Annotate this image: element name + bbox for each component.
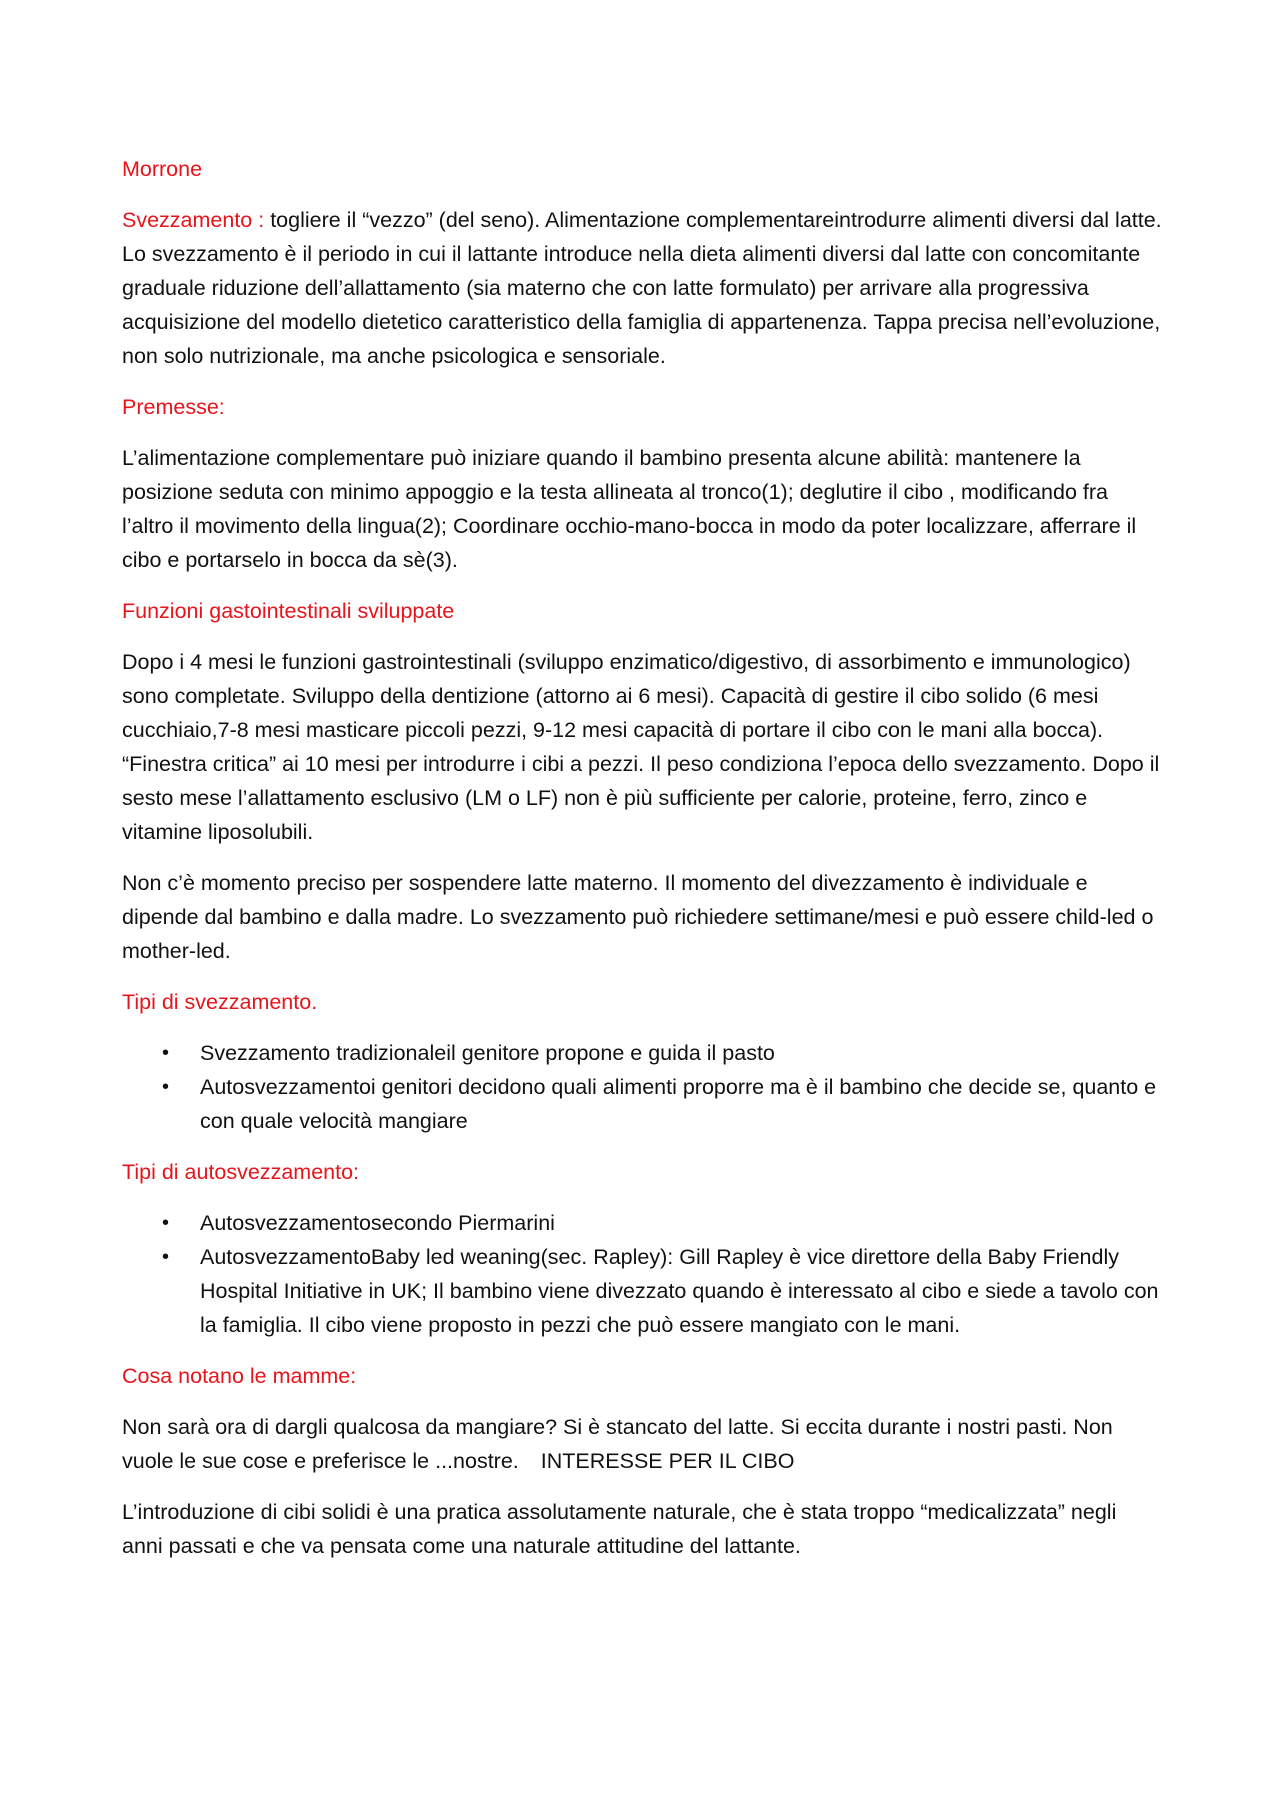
list-item — [122, 1070, 1162, 1138]
list-item-text: AutosvezzamentoBaby led weaning(sec. Rapley): Gill Rapley è vice direttore della Baby Friendly Hospital Initiative in UK; Il bambino viene divezzato quando è interessato al cibo e siede a tavolo con la famiglia. Il cibo viene proposto in pezzi che può essere mangiato con le mani. — [200, 1245, 1159, 1337]
list-item-text: Svezzamento tradizionaleil genitore propone e guida il pasto — [200, 1041, 775, 1065]
premesse-paragraph: L’alimentazione complementare può iniziare quando il bambino presenta alcune abilità: mantenere la posizione seduta con minimo appoggio e la testa allineata al tronco(1); deglutire il cibo , modificando fra l’altro il movimento della lingua(2); Coordinare occhio-mano-bocca in modo da poter localizzare, afferrare il cibo e portarselo in bocca da sè(3). — [122, 446, 1137, 572]
bullet-icon: • — [162, 1246, 170, 1268]
funzioni-paragraph-2: Non c’è momento preciso per sospendere latte materno. Il momento del divezzamento è individuale e dipende dal bambino e dalla madre. Lo svezzamento può richiedere settimane/mesi e può essere child-led o mother-led. — [122, 871, 1154, 963]
list-item — [122, 1206, 1162, 1240]
document-title: Morrone — [122, 157, 203, 181]
list-item-text: Autosvezzamentoi genitori decidono quali alimenti proporre ma è il bambino che decide se, quanto e con quale velocità mangiare — [200, 1075, 1157, 1133]
funzioni-paragraph-1: Dopo i 4 mesi le funzioni gastrointestinali (sviluppo enzimatico/digestivo, di assorbimento e immunologico) sono completate. Sviluppo della dentizione (attorno ai 6 mesi). Capacità di gestire il cibo solido (6 mesi cucchiaio,7-8 mesi masticare piccoli pezzi, 9-12 mesi capacità di portare il cibo con le mani alla bocca). “Finestra critica” ai 10 mesi per introdurre i cibi a pezzi. Il peso condiziona l’epoca dello svezzamento. Dopo il sesto mese l’allattamento esclusivo (LM o LF) non è più sufficiente per calorie, proteine, ferro, zinco e vitamine liposolubili. — [122, 650, 1160, 844]
tipi-autosvezzamento-heading: Tipi di autosvezzamento: — [122, 1160, 360, 1184]
mamme-text: Non sarà ora di dargli qualcosa da mangiare? Si è stancato del latte. Si eccita durante i nostri pasti. Non vuole le sue cose e preferisce le ...nostre. — [122, 1415, 1113, 1473]
tipi-svezzamento-list — [122, 1036, 1162, 1138]
tipi-svezzamento-heading: Tipi di svezzamento. — [122, 990, 318, 1014]
bullet-icon: • — [162, 1212, 170, 1234]
funzioni-heading: Funzioni gastointestinali sviluppate — [122, 599, 455, 623]
intro-text: togliere il “vezzo” (del seno). Alimentazione complementareintrodurre alimenti diversi dal latte. Lo svezzamento è il periodo in cui il lattante introduce nella dieta alimenti diversi dal latte con concomitante graduale riduzione dell’allattamento (sia materno che con latte formulato) per arrivare alla progressiva acquisizione del modello dietetico caratteristico della famiglia di appartenenza. Tappa precisa nell’evoluzione, non solo nutrizionale, ma anche psicologica e sensoriale. — [122, 208, 1162, 368]
bullet-icon: • — [162, 1042, 170, 1064]
mamme-emphasis: INTERESSE PER IL CIBO — [540, 1449, 795, 1473]
list-item-text: Autosvezzamentosecondo Piermarini — [200, 1211, 555, 1235]
list-item — [122, 1240, 1162, 1342]
intro-term: Svezzamento : — [122, 208, 265, 232]
conclusione-paragraph: L’introduzione di cibi solidi è una pratica assolutamente naturale, che è stata troppo “medicalizzata” negli anni passati e che va pensata come una naturale attitudine del lattante. — [122, 1500, 1117, 1558]
premesse-heading: Premesse: — [122, 395, 225, 419]
mamme-heading: Cosa notano le mamme: — [122, 1364, 357, 1388]
tipi-autosvezzamento-list — [122, 1206, 1162, 1342]
bullet-icon: • — [162, 1076, 170, 1098]
intro-paragraph — [122, 203, 1162, 373]
mamme-paragraph — [122, 1410, 1162, 1478]
list-item — [122, 1036, 1162, 1070]
